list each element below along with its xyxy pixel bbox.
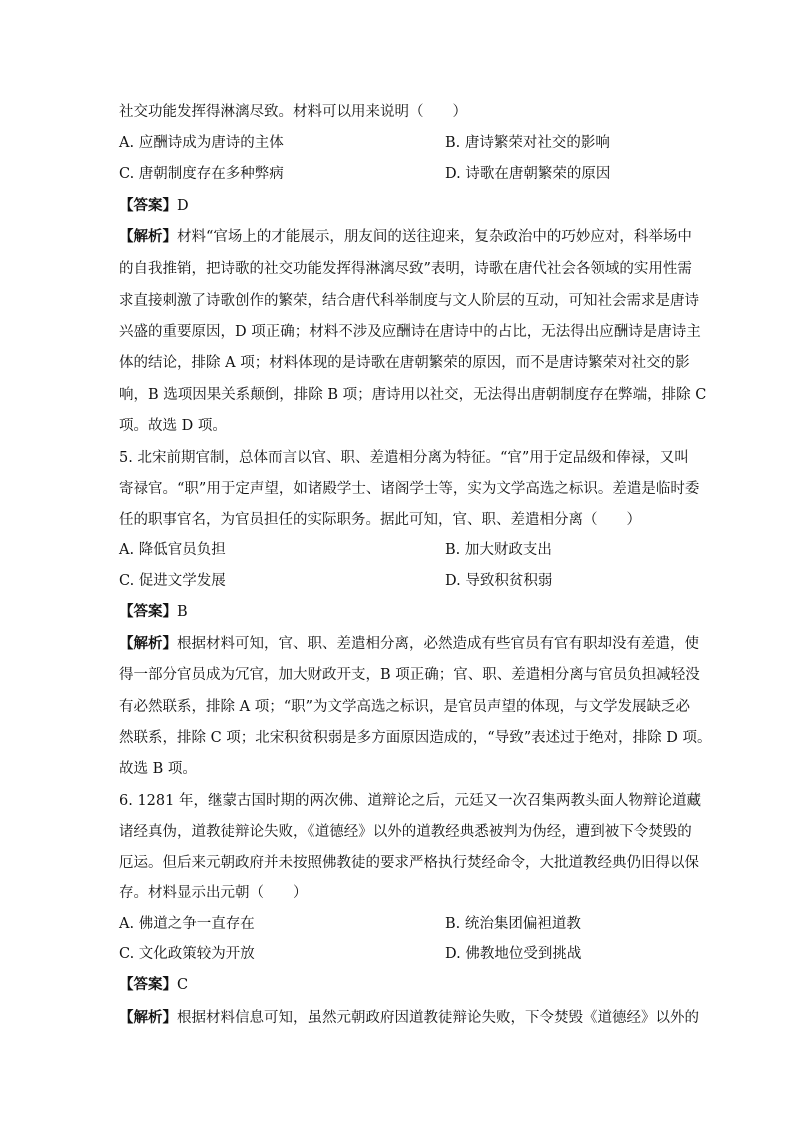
q5-answer: [119, 602, 188, 622]
q4-analysis-line: 【解析】材料“官场上的才能展示，朋友间的送往迎来，复杂政治中的巧妙应对，科举场中: [119, 228, 692, 245]
q5-option-d: D. 导致积贫积弱: [445, 573, 553, 589]
q6-option-d: D. 佛教地位受到挑战: [445, 946, 582, 962]
q4-analysis-line: 响，B 选项因果关系颠倒，排除 B 项；唐诗用以社交，无法得出唐朝制度存在弊端，排除 C: [119, 387, 707, 403]
q4-analysis-line: 的自我推销，把诗歌的社交功能发挥得淋漓尽致”表明，诗歌在唐代社会各领域的实用性需: [119, 261, 692, 277]
answer-value: D: [177, 198, 189, 214]
q5-stem-line: 5. 北宋前期官制，总体而言以官、职、差遣相分离为特征。“官”用于定品级和俸禄，又叫: [119, 450, 689, 466]
q6-option-c: C. 文化政策较为开放: [119, 946, 255, 962]
q4-option-c: C. 唐朝制度存在多种弊病: [119, 166, 284, 182]
q4-analysis-line: 兴盛的重要原因，D 项正确；材料不涉及应酬诗在唐诗中的占比，无法得出应酬诗是唐诗主: [119, 324, 701, 340]
q6-stem-line: 诸经真伪，道教徒辩论失败，《道德经》以外的道教经典悉被判为伪经，遭到被下令焚毁的: [119, 824, 692, 840]
q6-stem-line: 6. 1281 年，继蒙古国时期的两次佛、道辩论之后，元廷又一次召集两教头面人物辩论道藏: [119, 793, 701, 809]
q4-answer: [119, 196, 189, 216]
q4-analysis-line: 项。故选 D 项。: [119, 418, 227, 434]
answer-value: C: [177, 977, 189, 993]
answer-tag: 【答案】: [119, 603, 177, 620]
q5-option-c: C. 促进文学发展: [119, 573, 226, 589]
q5-analysis-line: 有必然联系，排除 A 项；“职”为文学高选之标识，是官员声望的体现，与文学发展缺乏必: [119, 699, 691, 715]
q4-analysis-line: 体的结论，排除 A 项；材料体现的是诗歌在唐朝繁荣的原因，而不是唐诗繁荣对社交的影: [119, 355, 690, 371]
q5-stem-line: 任的职事官名，为官员担任的实际职务。据此可知，官、职、差遣相分离（ ）: [119, 512, 641, 528]
analysis-tag: 【解析】: [119, 635, 177, 652]
q4-stem: 社交功能发挥得淋漓尽致。材料可以用来说明（ ）: [119, 104, 467, 120]
q4-option-a: A. 应酬诗成为唐诗的主体: [119, 135, 284, 151]
q6-option-b: B. 统治集团偏袒道教: [445, 916, 581, 932]
q6-answer: [119, 975, 188, 995]
q5-option-a: A. 降低官员负担: [119, 542, 226, 558]
analysis-tag: 【解析】: [119, 1009, 177, 1026]
answer-value: B: [177, 604, 188, 620]
answer-tag: 【答案】: [119, 976, 177, 993]
answer-tag: 【答案】: [119, 197, 177, 214]
q5-analysis-line: 【解析】根据材料可知，官、职、差遣相分离，必然造成有些官员有官有职却没有差遣，使: [119, 635, 699, 652]
q4-analysis-line: 求直接刺激了诗歌创作的繁荣，结合唐代科举制度与文人阶层的互动，可知社会需求是唐诗: [119, 293, 699, 309]
q6-stem-line: 存。材料显示出元朝（ ）: [119, 885, 308, 901]
q6-analysis-line: 【解析】根据材料信息可知，虽然元朝政府因道教徒辩论失败，下令焚毁《道德经》以外的: [119, 1009, 699, 1026]
analysis-tag: 【解析】: [119, 228, 177, 245]
q4-option-b: B. 唐诗繁荣对社交的影响: [445, 135, 610, 151]
q5-analysis-line: 然联系，排除 C 项；北宋积贫积弱是多方面原因造成的，“导致”表述过于绝对，排除 D 项。: [119, 730, 712, 746]
q6-option-a: A. 佛道之争一直存在: [119, 916, 255, 932]
q5-stem-line: 寄禄官。“职”用于定声望，如诸殿学士、诸阁学士等，实为文学高选之标识。差遣是临时委: [119, 481, 700, 497]
q5-option-b: B. 加大财政支出: [445, 542, 552, 558]
q4-option-d: D. 诗歌在唐朝繁荣的原因: [445, 166, 611, 182]
q5-analysis-line: 得一部分官员成为冗官，加大财政开支，B 项正确；官、职、差遣相分离与官员负担减轻没: [119, 667, 700, 683]
q5-analysis-line: 故选 B 项。: [119, 761, 197, 777]
q6-stem-line: 厄运。但后来元朝政府并未按照佛教徒的要求严格执行焚经命令，大批道教经典仍旧得以保: [119, 855, 699, 871]
